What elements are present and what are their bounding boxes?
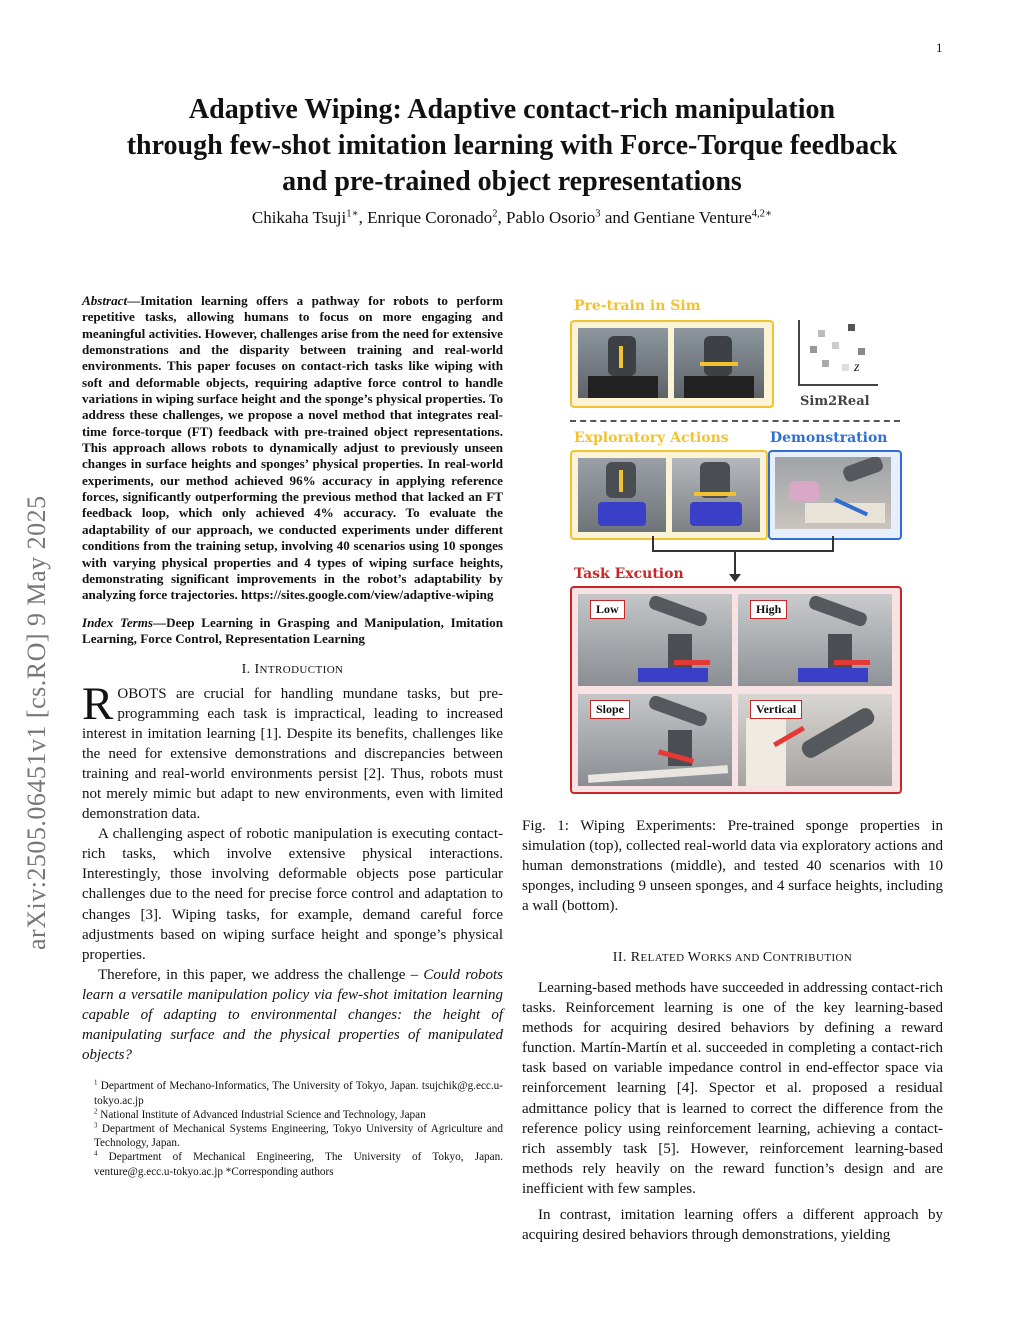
figure-1 bbox=[570, 298, 900, 794]
author-affiliation: 3 bbox=[595, 208, 601, 220]
flow-arrow bbox=[734, 550, 736, 576]
arrow-horizontal-icon bbox=[694, 492, 736, 496]
footnote: $^3$ Department of Mechanical Systems Engineering, Tokyo University of Agriculture and Technology, Japan. bbox=[94, 1121, 503, 1150]
exploratory-photo-press bbox=[578, 458, 666, 532]
author-list bbox=[96, 208, 928, 228]
title-line: Adaptive Wiping: Adaptive contact-rich manipulation bbox=[188, 94, 836, 125]
author-conjunction: and bbox=[600, 208, 634, 227]
paragraph: In contrast, imitation learning offers a different approach by acquiring desired behaviors through demonstrations, yielding bbox=[522, 1207, 943, 1244]
task-photo-low bbox=[578, 594, 732, 686]
author-affiliation: 4,2∗ bbox=[751, 208, 773, 220]
drop-cap: R bbox=[82, 677, 114, 730]
latent-plot bbox=[798, 320, 888, 400]
demonstration-box bbox=[768, 450, 902, 540]
left-column bbox=[82, 293, 503, 1179]
tag-low: Low bbox=[590, 600, 625, 619]
divider-dashed bbox=[570, 420, 900, 422]
paragraph: Learning-based methods have succeeded in addressing contact-rich tasks. Reinforcement learning is one of the key learning-based methods for acquiring desired behaviors by defining a reward function. Martín-Martín et al. succeeded in completing a contact-rich task based on variable impedance control in end-effector space via reinforcement learning [4]. Spector et al. proposed a residual admittance policy that is learned to correct the difference from the reference policy using reinforcement learning, achieving a contact-rich assembly task [5]. However, reinforcement learning-based methods rely heavily on the reward function’s design and are inefficient with few samples. bbox=[522, 980, 943, 1197]
sim-image-press bbox=[578, 328, 668, 398]
footnote: $^2$ National Institute of Advanced Industrial Science and Technology, Japan bbox=[94, 1106, 426, 1121]
abstract-label: Abstract bbox=[82, 293, 128, 308]
author-affiliation: 2 bbox=[492, 208, 498, 220]
paragraph: A challenging aspect of robotic manipulation is executing contact-rich tasks, which involve extensive physical interactions. Interestingly, those involving deformable objects pose particular challenges due to the need for precise force control and adaptation to changes [3]. Wiping tasks, for example, demand careful force adjustments based on wiping surface height and sponge’s physical properties. bbox=[82, 826, 503, 963]
footnote: $^1$ Department of Mechano-Informatics, The University of Tokyo, Japan. tsujchik@g.ecc.u-tokyo.ac.jp bbox=[94, 1078, 503, 1107]
tag-high: High bbox=[750, 600, 787, 619]
arxiv-stamp: arXiv:2505.06451v1 [cs.RO] 9 May 2025 bbox=[22, 495, 51, 950]
footnote: $^4$ Department of Mechanical Engineering, The University of Tokyo, Japan. venture@g.ecc.u-tokyo.ac.jp *Corresponding authors bbox=[94, 1149, 503, 1178]
author-separator: , bbox=[497, 208, 507, 227]
index-terms-text: —Deep Learning in Grasping and Manipulation, Imitation Learning, Force Control, Representation Learning bbox=[82, 614, 504, 647]
author-name: Enrique Coronado bbox=[367, 208, 493, 227]
sim2real-label: Sim2Real bbox=[800, 394, 870, 409]
section-heading-related-works: II. RELATED WORKS AND CONTRIBUTION bbox=[612, 950, 853, 965]
author-name: Pablo Osorio bbox=[506, 208, 596, 227]
right-column bbox=[522, 816, 943, 1245]
pretrain-box bbox=[570, 320, 774, 408]
paragraph: Therefore, in this paper, we address the challenge – Could robots learn a versatile manipulation policy via few-shot imitation learning capable of adapting to environmental changes: the height of manipulating surface and the physical properties of manipulated objects? bbox=[82, 966, 503, 1064]
title-line: through few-shot imitation learning with Force-Torque feedback bbox=[126, 130, 898, 161]
paper-title bbox=[96, 92, 928, 200]
abstract-text: —Imitation learning offers a pathway for robots to perform repetitive tasks, allowing humans to focus on more engaging and meaningful activities. However, challenges arise from the need for extensive demonstrations and the disparity between training and real-world environments. This paper focuses on contact-rich tasks like wiping with soft and deformable objects, requiring adaptive force control to handle variations in wiping surface height and the sponge’s physical properties. To address these challenges, we propose a novel method that integrates real-time force-torque (FT) feedback with pre-trained object representations. This approach allows robots to dynamically adjust to previously unseen changes in surface heights and sponges’ physical properties. In real-world experiments, our method achieved 96% accuracy in applying reference forces, significantly outperforming the previous method that lacked an FT feedback loop, which only achieved 4% accuracy. To evaluate the adaptability of our approach, we conducted experiments under different conditions from the training setup, involving 40 scenarios using 10 sponges with varying physical properties and 4 types of wiping surface heights, demonstrating significant improvements in the robot’s adaptability by analyzing force trajectories. https://sites.google.com/view/adaptive-wiping bbox=[82, 293, 503, 603]
task-photo-high bbox=[738, 594, 892, 686]
tag-slope: Slope bbox=[590, 700, 630, 719]
index-terms bbox=[82, 615, 503, 648]
figure-caption: Fig. 1: Wiping Experiments: Pre-trained sponge properties in simulation (top), collected real-world data via exploratory actions and human demonstrations (middle), and tested 40 scenarios with 10 sponges, including 9 unseen sponges, and 4 surface heights, including a wall (bottom). bbox=[522, 818, 943, 914]
arrow-down-icon bbox=[619, 470, 623, 492]
task-execution-box bbox=[570, 586, 902, 794]
task-photo-vertical bbox=[738, 694, 892, 786]
author-separator: , bbox=[358, 208, 368, 227]
exploratory-photo-slide bbox=[672, 458, 760, 532]
z-label: z bbox=[854, 360, 860, 375]
demonstration-photo bbox=[775, 457, 891, 529]
task-execution-label: Task Excution bbox=[574, 566, 684, 582]
page-number: 1 bbox=[936, 40, 943, 55]
pretrain-label: Pre-train in Sim bbox=[574, 298, 701, 314]
arrow-down-icon bbox=[619, 346, 623, 368]
section-heading-introduction: I. INTRODUCTION bbox=[241, 661, 344, 677]
related-works-text bbox=[522, 978, 943, 1245]
arrow-horizontal-icon bbox=[834, 660, 870, 665]
arrow-horizontal-icon bbox=[674, 660, 710, 665]
task-photo-slope bbox=[578, 694, 732, 786]
arrow-horizontal-icon bbox=[700, 362, 738, 366]
exploratory-box bbox=[570, 450, 768, 540]
tag-vertical: Vertical bbox=[750, 700, 802, 719]
demonstration-label: Demonstration bbox=[770, 430, 888, 446]
author-affiliation: 1∗ bbox=[346, 208, 359, 220]
author-name: Chikaha Tsuji bbox=[251, 208, 347, 227]
paragraph: OBOTS are crucial for handling mundane tasks, but pre-programming each task is impractical, leading to increased interest in imitation learning [1]. Despite its benefits, challenges like the need for extensive demonstrations and discrepancies between training and real-world environments persist [2]. Thus, robots must not merely mimic but adapt to new environments, even with limited demonstration data. bbox=[82, 685, 503, 823]
exploratory-label: Exploratory Actions bbox=[574, 430, 729, 446]
abstract bbox=[82, 293, 503, 604]
footnotes bbox=[82, 1079, 503, 1178]
title-line: and pre-trained object representations bbox=[282, 166, 742, 197]
introduction-text bbox=[82, 677, 503, 1066]
sim-image-slide bbox=[674, 328, 764, 398]
index-terms-label: Index Terms bbox=[82, 614, 154, 630]
author-name: Gentiane Venture bbox=[633, 208, 752, 227]
